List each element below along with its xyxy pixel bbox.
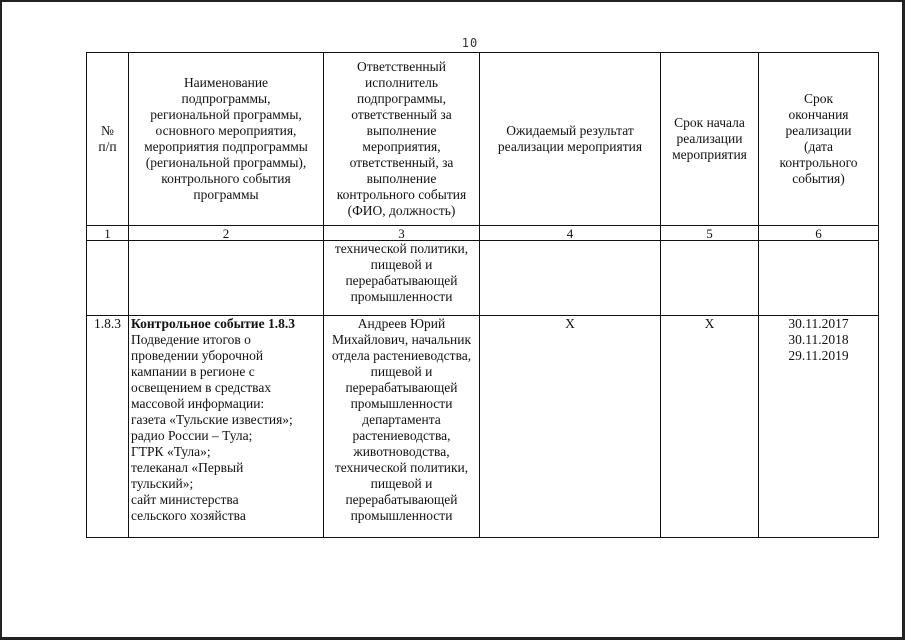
column-number: 2: [129, 226, 324, 241]
text-line: технической политики,: [334, 460, 469, 475]
table-header-row: [87, 53, 879, 226]
text-line: региональной программы,: [150, 107, 302, 122]
scan-border-top: [0, 0, 905, 2]
text-line: кампании в регионе с: [131, 364, 255, 379]
text-line: сельского хозяйства: [131, 508, 246, 523]
text-line: перерабатывающей: [345, 492, 458, 507]
header-name: [129, 53, 324, 226]
text-line: пищевой и: [370, 476, 433, 491]
continuation-responsible: [324, 241, 480, 316]
continuation-row: [87, 241, 879, 316]
event-start-date: X: [661, 316, 759, 538]
text-line: животноводства,: [353, 444, 450, 459]
text-line: пищевой и: [370, 364, 433, 379]
text-line: исполнитель: [365, 75, 438, 90]
event-description-cell: [129, 316, 324, 538]
header-end-date: [759, 53, 879, 226]
text-line: реализации мероприятия: [497, 139, 643, 154]
header-expected-result: [480, 53, 661, 226]
text-line: ответственный, за: [349, 155, 454, 170]
text-line: контрольного события: [336, 187, 467, 202]
text-line: реализации: [676, 131, 743, 146]
text-line: Ожидаемый результат: [506, 123, 634, 138]
column-number: 6: [759, 226, 879, 241]
event-end-dates: [759, 316, 879, 538]
text-line: подпрограммы,: [357, 91, 446, 106]
text-line: освещением в средствах: [131, 380, 272, 395]
text-line: тульский»;: [131, 476, 194, 491]
text-line: 30.11.2018: [788, 332, 849, 347]
page-number: 10: [461, 36, 479, 50]
text-line: №: [101, 123, 114, 138]
text-line: выполнение: [366, 123, 437, 138]
text-line: департамента: [362, 412, 441, 427]
text-line: телеканал «Первый: [131, 460, 244, 475]
column-number: 1: [87, 226, 129, 241]
program-table: [86, 52, 879, 538]
text-line: мероприятия,: [362, 139, 441, 154]
cell-empty: [87, 241, 129, 316]
text-line: растениеводства,: [352, 428, 451, 443]
text-line: 30.11.2017: [788, 316, 849, 331]
text-line: сайт министерства: [131, 492, 239, 507]
column-number: 4: [480, 226, 661, 241]
header-responsible: [324, 53, 480, 226]
column-number: 5: [661, 226, 759, 241]
cell-empty: [480, 241, 661, 316]
text-line: пищевой и: [370, 257, 433, 272]
text-line: 29.11.2019: [788, 348, 849, 363]
cell-empty: [661, 241, 759, 316]
event-number: 1.8.3: [87, 316, 129, 538]
text-line: массовой информации:: [131, 396, 265, 411]
text-line: (региональной программы),: [145, 155, 307, 170]
column-number: 3: [324, 226, 480, 241]
text-line: мероприятия подпрограммы: [144, 139, 308, 154]
text-line: программы: [193, 187, 259, 202]
text-line: Наименование: [183, 75, 269, 90]
text-line: события): [792, 171, 845, 186]
text-line: радио России – Тула;: [131, 428, 253, 443]
event-description: [131, 332, 321, 524]
text-line: выполнение: [366, 171, 437, 186]
text-line: окончания: [788, 107, 849, 122]
text-line: промышленности: [350, 396, 453, 411]
text-line: газета «Тульские известия»;: [131, 412, 293, 427]
text-line: подпрограммы,: [181, 91, 271, 106]
text-line: перерабатывающей: [345, 273, 458, 288]
text-line: (ФИО, должность): [347, 203, 456, 218]
text-line: Михайлович, начальник: [331, 332, 472, 347]
text-line: контрольного события: [161, 171, 291, 186]
column-number-row: [87, 226, 879, 241]
event-title: Контрольное событие 1.8.3: [131, 316, 295, 331]
header-number: [87, 53, 129, 226]
text-line: основного мероприятия,: [155, 123, 297, 138]
text-line: промышленности: [350, 289, 453, 304]
text-line: реализации: [785, 123, 852, 138]
text-line: Срок: [803, 91, 834, 106]
text-line: п/п: [98, 139, 117, 154]
event-row: [87, 316, 879, 538]
text-line: мероприятия: [672, 147, 747, 162]
text-line: Ответственный: [357, 59, 446, 74]
text-line: Срок начала: [674, 115, 745, 130]
text-line: перерабатывающей: [345, 380, 458, 395]
text-line: отдела растениеводства,: [331, 348, 472, 363]
cell-empty: [129, 241, 324, 316]
text-line: (дата: [803, 139, 834, 154]
text-line: ответственный за: [351, 107, 452, 122]
header-start-date: [661, 53, 759, 226]
text-line: промышленности: [350, 508, 453, 523]
event-expected-result: X: [480, 316, 661, 538]
event-responsible: [324, 316, 480, 538]
text-line: проведении уборочной: [131, 348, 264, 363]
scan-border-left: [0, 0, 2, 640]
cell-empty: [759, 241, 879, 316]
text-line: Андреев Юрий: [357, 316, 446, 331]
text-line: контрольного: [779, 155, 858, 170]
text-line: технической политики,: [334, 241, 469, 256]
text-line: ГТРК «Тула»;: [131, 444, 211, 459]
text-line: Подведение итогов о: [131, 332, 251, 347]
